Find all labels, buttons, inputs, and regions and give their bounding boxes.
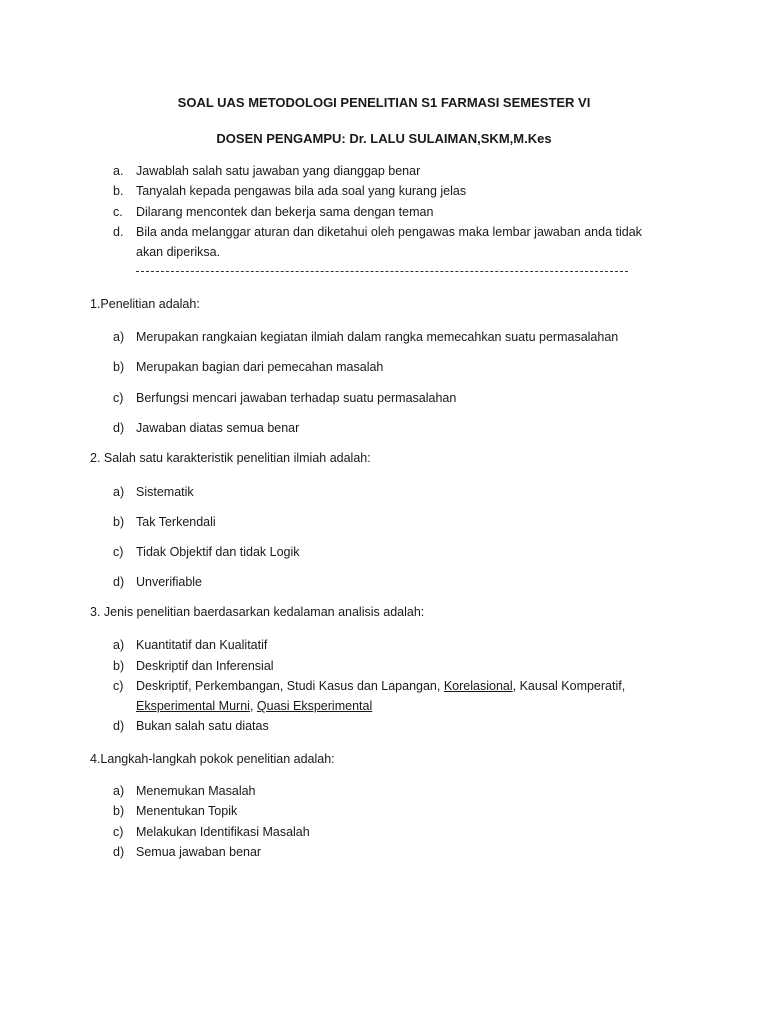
option-label: b) <box>113 515 125 529</box>
underlined-term: Korelasional <box>443 679 513 693</box>
instruction-text: Tanyalah kepada pengawas bila ada soal yang kurang jelas <box>136 184 467 198</box>
option-text-part: Deskriptif, Perkembangan, Studi Kasus dan Lapangan, <box>136 679 444 693</box>
option-text: Menemukan Masalah <box>136 784 256 798</box>
option-label: a) <box>113 485 125 499</box>
option-text: Jawaban diatas semua benar <box>136 421 300 435</box>
option-text: Tak Terkendali <box>136 515 216 529</box>
question-text: 4.Langkah-langkah pokok penelitian adalah: <box>90 752 335 766</box>
instruction-text: Jawablah salah satu jawaban yang dianggap benar <box>136 164 421 178</box>
option-text: Merupakan rangkaian kegiatan ilmiah dalam rangka memecahkan suatu permasalahan <box>136 330 619 344</box>
option-label: b) <box>113 360 125 374</box>
underlined-term: Eksperimental Murni <box>136 699 250 713</box>
question-text: 2. Salah satu karakteristik penelitian ilmiah adalah: <box>90 451 371 465</box>
option-label: a) <box>113 330 125 344</box>
option-text: Deskriptif dan Inferensial <box>136 659 274 673</box>
separator-line <box>136 271 628 272</box>
option-text: Melakukan Identifikasi Masalah <box>136 825 310 839</box>
option-label: d) <box>113 719 125 733</box>
option-text: Kuantitatif dan Kualitatif <box>136 638 268 652</box>
instruction-text-continued: akan diperiksa. <box>136 245 221 259</box>
option-text: Sistematik <box>136 485 194 499</box>
instruction-label: c. <box>113 205 123 219</box>
option-label: c) <box>113 545 124 559</box>
option-text: Bukan salah satu diatas <box>136 719 269 733</box>
instruction-text: Bila anda melanggar aturan dan diketahui oleh pengawas maka lembar jawaban anda tidak <box>136 225 642 239</box>
option-label: c) <box>113 825 124 839</box>
instruction-text: Dilarang mencontek dan bekerja sama dengan teman <box>136 205 434 219</box>
lecturer-line: DOSEN PENGAMPU: Dr. LALU SULAIMAN,SKM,M.Kes <box>216 131 552 146</box>
underlined-term: Quasi Eksperimental <box>256 699 373 713</box>
option-text-continued <box>136 699 372 715</box>
option-label: a) <box>113 638 125 652</box>
instruction-label: d. <box>113 225 124 239</box>
option-label: d) <box>113 575 125 589</box>
option-label: a) <box>113 784 125 798</box>
option-text: Semua jawaban benar <box>136 845 262 859</box>
option-text: Merupakan bagian dari pemecahan masalah <box>136 360 384 374</box>
question-text: 1.Penelitian adalah: <box>90 297 200 311</box>
option-label: b) <box>113 659 125 673</box>
option-label: c) <box>113 391 124 405</box>
option-text <box>136 679 625 695</box>
option-label: c) <box>113 679 124 693</box>
option-label: d) <box>113 845 125 859</box>
option-text: Unverifiable <box>136 575 203 589</box>
document-title: SOAL UAS METODOLOGI PENELITIAN S1 FARMASI SEMESTER VI <box>177 95 591 110</box>
option-text: Menentukan Topik <box>136 804 238 818</box>
option-text-part: , <box>249 699 257 713</box>
option-text-part: , Kausal Komperatif, <box>512 679 626 693</box>
option-label: b) <box>113 804 125 818</box>
option-text: Tidak Objektif dan tidak Logik <box>136 545 300 559</box>
question-text: 3. Jenis penelitian baerdasarkan kedalaman analisis adalah: <box>90 605 425 619</box>
option-label: d) <box>113 421 125 435</box>
instruction-label: b. <box>113 184 124 198</box>
instruction-label: a. <box>113 164 124 178</box>
option-text: Berfungsi mencari jawaban terhadap suatu permasalahan <box>136 391 457 405</box>
